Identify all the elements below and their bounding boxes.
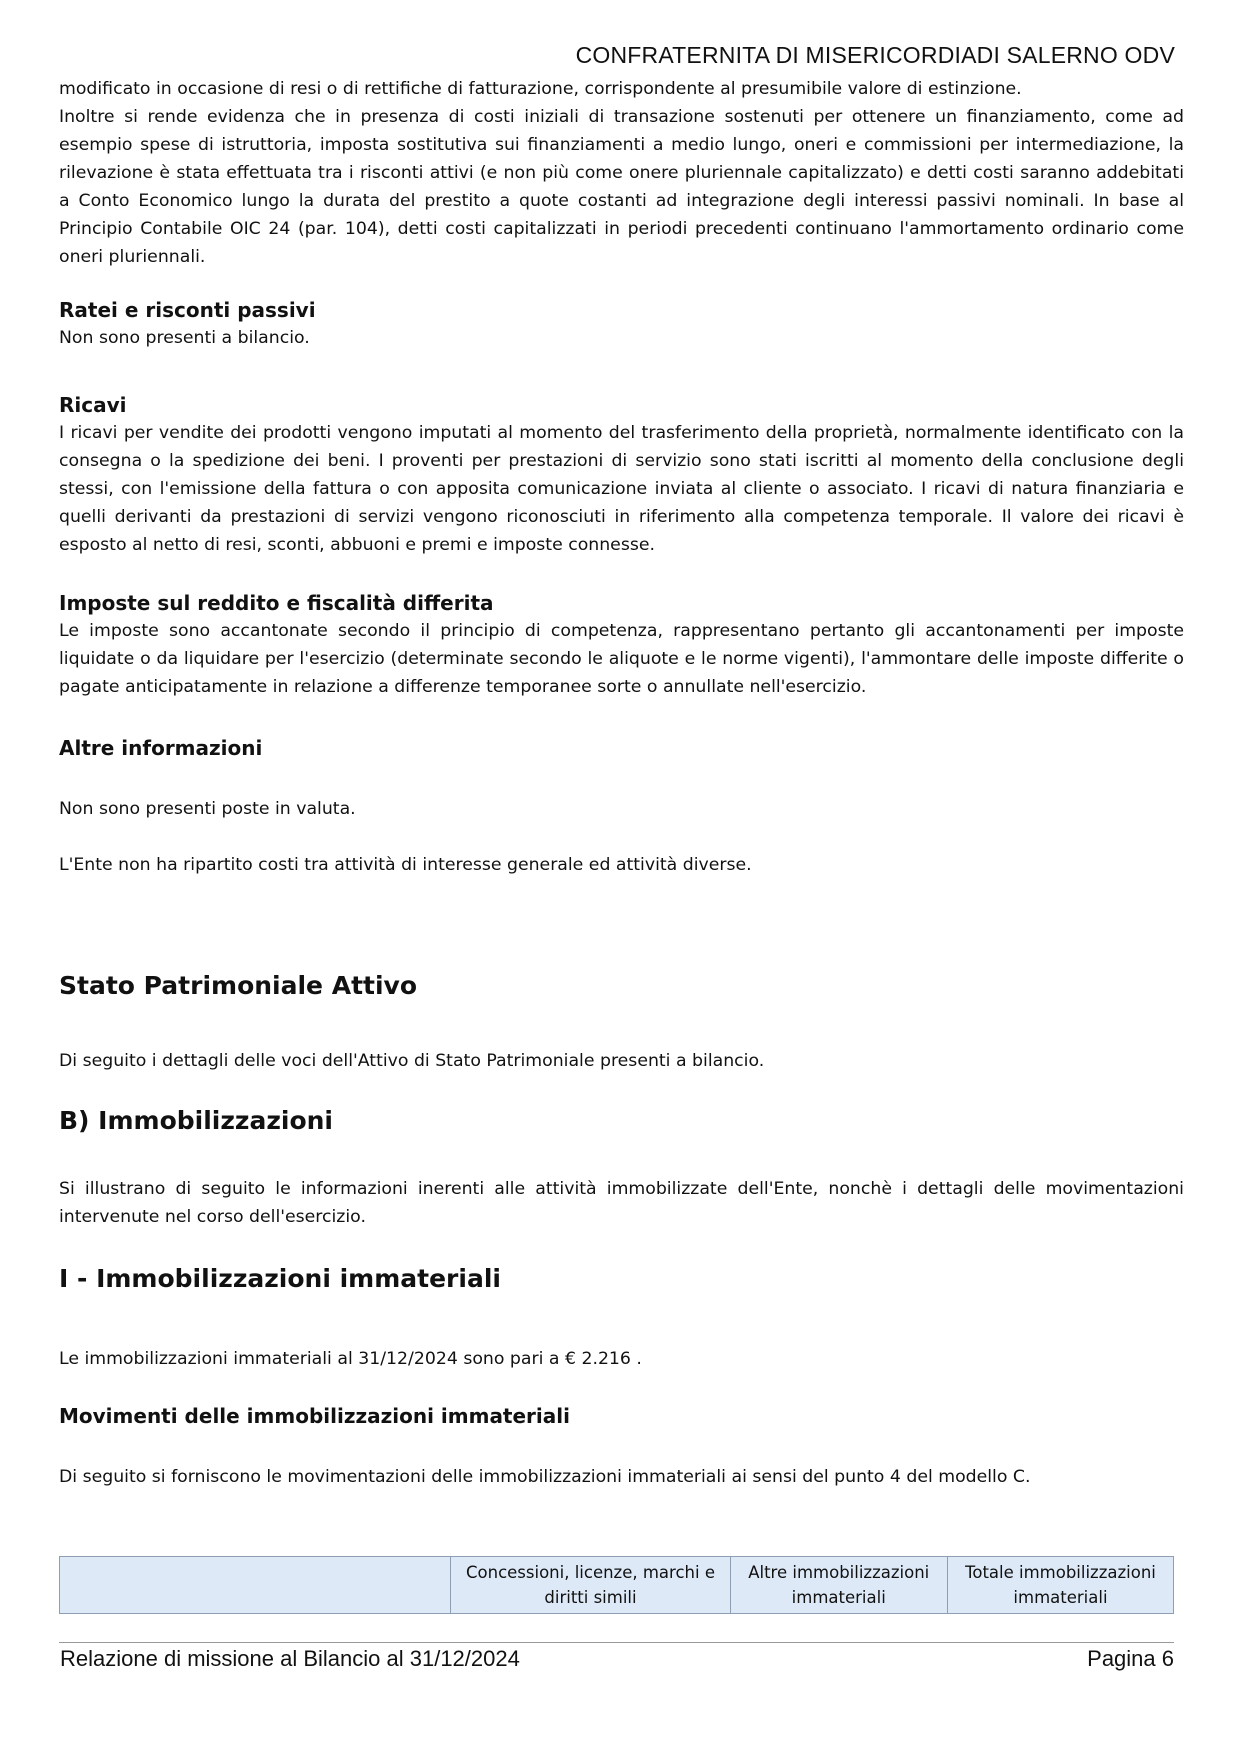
immobilizzazioni-text: Si illustrano di seguito le informazioni inerenti alle attività immobilizzate dell'Ente, nonchè i dettagli delle movimentazioni intervenute nel corso dell'esercizio. bbox=[59, 1179, 1184, 1227]
altre-informazioni-text-1: Non sono presenti poste in valuta. bbox=[59, 799, 356, 819]
ricavi-heading: Ricavi bbox=[59, 393, 127, 417]
table-header-cell bbox=[60, 1557, 451, 1614]
imposte-heading: Imposte sul reddito e fiscalità differita bbox=[59, 591, 494, 615]
ratei-text: Non sono presenti a bilancio. bbox=[59, 328, 310, 348]
page-number: Pagina 6 bbox=[1087, 1646, 1174, 1671]
ratei-heading: Ratei e risconti passivi bbox=[59, 298, 316, 322]
imposte-text: Le imposte sono accantonate secondo il principio di competenza, rappresentano pertanto gli accantonamenti per imposte liquidate o da liquidare per l'esercizio (determinate secondo le aliquote e le norme vigenti), l'ammontare delle imposte differite o pagate anticipatamente in relazione a differenze temporanee sorte o annullate nell'esercizio. bbox=[59, 621, 1184, 697]
movimenti-table bbox=[59, 1556, 1174, 1614]
document-header: CONFRATERNITA DI MISERICORDIADI SALERNO ODV bbox=[575, 42, 1175, 68]
table-header-cell: Concessioni, licenze, marchi e diritti simili bbox=[451, 1557, 730, 1614]
immateriali-heading: I - Immobilizzazioni immateriali bbox=[59, 1264, 501, 1293]
immobilizzazioni-heading: B) Immobilizzazioni bbox=[59, 1106, 333, 1135]
stato-patrimoniale-text: Di seguito i dettagli delle voci dell'Attivo di Stato Patrimoniale presenti a bilancio. bbox=[59, 1051, 765, 1071]
movimenti-text: Di seguito si forniscono le movimentazioni delle immobilizzazioni immateriali ai sensi del punto 4 del modello C. bbox=[59, 1467, 1031, 1487]
altre-informazioni-text-2: L'Ente non ha ripartito costi tra attività di interesse generale ed attività diverse. bbox=[59, 855, 752, 875]
footer-title: Relazione di missione al Bilancio al 31/12/2024 bbox=[60, 1646, 520, 1671]
intro-paragraph-1: modificato in occasione di resi o di rettifiche di fatturazione, corrispondente al presumibile valore di estinzione. bbox=[59, 79, 1022, 99]
table-header-row bbox=[60, 1557, 1174, 1614]
intro-paragraph-2: Inoltre si rende evidenza che in presenza di costi iniziali di transazione sostenuti per ottenere un finanziamento, come ad esempio spese di istruttoria, imposta sostitutiva sui finanziamenti a medio lungo, oneri e commissioni per intermediazione, la rilevazione è stata effettuata tra i risconti attivi (e non più come onere pluriennale capitalizzato) e detti costi saranno addebitati a Conto Economico lungo la durata del prestito a quote costanti ad integrazione degli interessi passivi nominali. In base al Principio Contabile OIC 24 (par. 104), detti costi capitalizzati in periodi precedenti continuano l'ammortamento ordinario come oneri pluriennali. bbox=[59, 107, 1184, 267]
immateriali-text: Le immobilizzazioni immateriali al 31/12/2024 sono pari a € 2.216 . bbox=[59, 1349, 642, 1369]
footer-divider bbox=[59, 1642, 1174, 1643]
table-header-cell: Altre immobilizzazioni immateriali bbox=[730, 1557, 947, 1614]
movimenti-heading: Movimenti delle immobilizzazioni immateriali bbox=[59, 1404, 570, 1428]
table-header-cell: Totale immobilizzazioni immateriali bbox=[947, 1557, 1173, 1614]
ricavi-text: I ricavi per vendite dei prodotti vengono imputati al momento del trasferimento della proprietà, normalmente identificato con la consegna o la spedizione dei beni. I proventi per prestazioni di servizio sono stati iscritti al momento della conclusione degli stessi, con l'emissione della fattura o con apposita comunicazione inviata al cliente o associato. I ricavi di natura finanziaria e quelli derivanti da prestazioni di servizi vengono riconosciuti in riferimento alla competenza temporale. Il valore dei ricavi è esposto al netto di resi, sconti, abbuoni e premi e imposte connesse. bbox=[59, 423, 1184, 555]
stato-patrimoniale-heading: Stato Patrimoniale Attivo bbox=[59, 971, 418, 1000]
altre-informazioni-heading: Altre informazioni bbox=[59, 736, 263, 760]
